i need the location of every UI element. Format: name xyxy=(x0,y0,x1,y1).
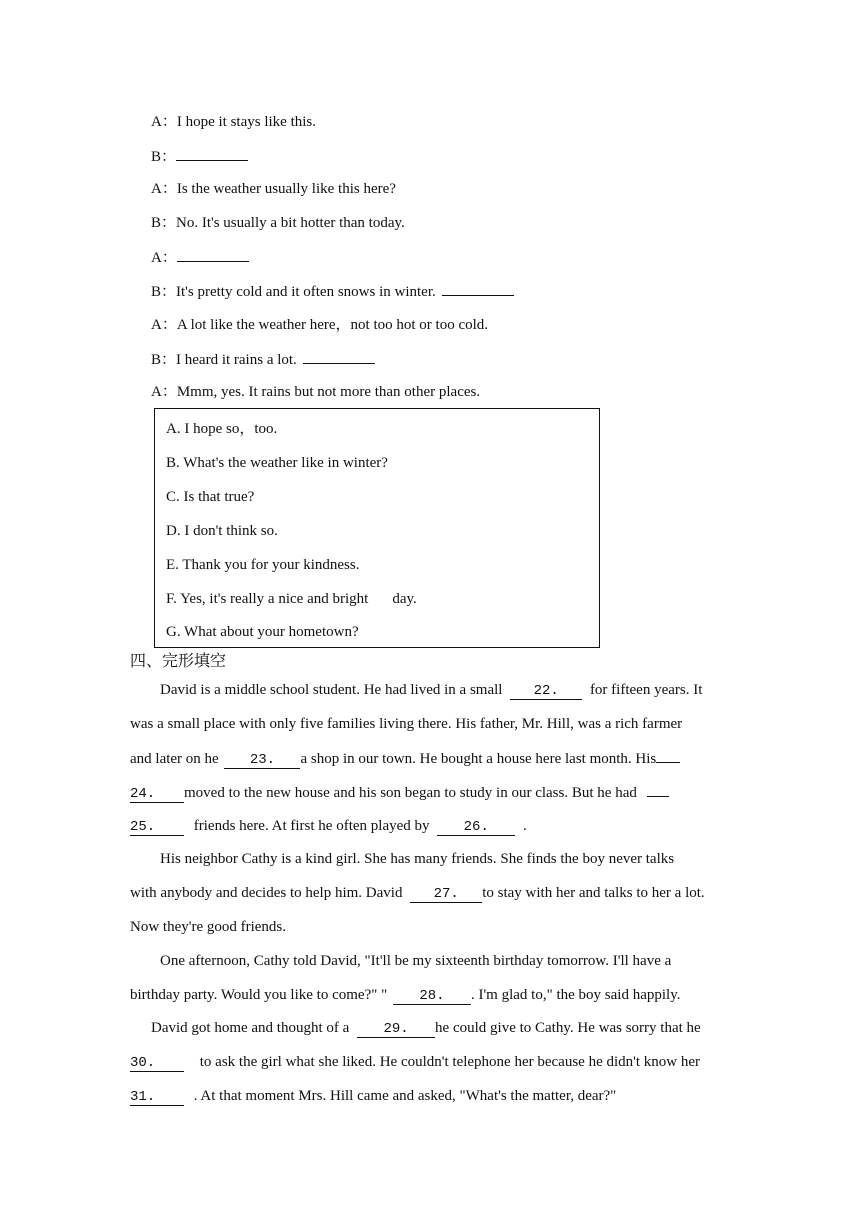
speaker-label: A： xyxy=(151,250,177,266)
passage-line xyxy=(130,1052,700,1072)
dialogue-line xyxy=(151,382,480,402)
dialogue-text: A lot like the weather here，not too hot or too cold. xyxy=(176,317,489,333)
passage-text: birthday party. Would you like to come?" " xyxy=(130,987,388,1003)
passage-line xyxy=(160,849,674,869)
option-d: D. I don't think so. xyxy=(166,523,278,539)
passage-text: was a small place with only five families living there. His father, Mr. Hill, was a rich farmer xyxy=(130,716,683,732)
passage-text: . At that moment Mrs. Hill came and asked, "What's the matter, dear?" xyxy=(193,1088,617,1104)
dialogue-line xyxy=(151,179,396,199)
cloze-blank-30[interactable]: 30. xyxy=(130,1055,184,1072)
passage-text: to ask the girl what she liked. He couldn't telephone her because he didn't know her xyxy=(199,1054,701,1070)
option-a: A. I hope so，too. xyxy=(166,421,278,437)
option-f-tail: day. xyxy=(392,591,417,607)
section-title: 四、完形填空 xyxy=(130,651,227,670)
answer-blank[interactable] xyxy=(177,247,249,262)
speaker-label: A： xyxy=(151,181,177,197)
passage-line xyxy=(130,748,680,769)
cloze-blank-31[interactable]: 31. xyxy=(130,1089,184,1106)
dialogue-text: Is the weather usually like this here? xyxy=(176,181,396,197)
dialogue-text: It's pretty cold and it often snows in winter. xyxy=(176,284,436,300)
speaker-label: A： xyxy=(151,114,177,130)
passage-text: friends here. At first he often played by xyxy=(193,818,430,834)
passage-text: David is a middle school student. He had lived in a small xyxy=(160,682,503,698)
cloze-blank-29[interactable]: 29. xyxy=(357,1021,435,1038)
passage-text: One afternoon, Cathy told David, "It'll be my sixteenth birthday tomorrow. I'll have a xyxy=(160,953,672,969)
option-g: G. What about your hometown? xyxy=(166,624,359,640)
passage-line xyxy=(130,816,527,836)
cloze-blank-26[interactable]: 26. xyxy=(437,819,515,836)
dialogue-line xyxy=(151,146,248,167)
cloze-blank-25[interactable]: 25. xyxy=(130,819,184,836)
cloze-blank-23[interactable]: 23. xyxy=(224,752,300,769)
passage-text: His neighbor Cathy is a kind girl. She has many friends. She finds the boy never talks xyxy=(160,851,675,867)
speaker-label: B： xyxy=(151,284,177,300)
answer-blank[interactable] xyxy=(442,281,514,296)
speaker-label: B： xyxy=(151,352,177,368)
passage-line xyxy=(130,714,682,734)
dialogue-text: I heard it rains a lot. xyxy=(176,352,297,368)
option-b: B. What's the weather like in winter? xyxy=(166,455,388,471)
passage-line xyxy=(130,985,680,1005)
passage-text: with anybody and decides to help him. David xyxy=(130,885,403,901)
passage-text: to stay with her and talks to her a lot. xyxy=(482,885,705,901)
dialogue-line xyxy=(151,213,405,233)
passage-line xyxy=(151,1018,701,1038)
passage-text: . I'm glad to," the boy said happily. xyxy=(470,987,681,1003)
passage-text: moved to the new house and his son began to study in our class. But he had xyxy=(184,785,637,801)
dialogue-text: I hope it stays like this. xyxy=(176,114,316,130)
dialogue-text: Mmm, yes. It rains but not more than other places. xyxy=(176,384,481,400)
passage-text: a shop in our town. He bought a house here last month. His xyxy=(300,751,657,767)
passage-text: Now they're good friends. xyxy=(130,919,286,935)
option-e: E. Thank you for your kindness. xyxy=(166,557,360,573)
cloze-blank-27[interactable]: 27. xyxy=(410,886,482,903)
passage-text: David got home and thought of a xyxy=(151,1020,350,1036)
passage-text: . xyxy=(523,818,527,834)
option-f xyxy=(166,589,417,609)
dialogue-text: No. It's usually a bit hotter than today. xyxy=(176,215,405,231)
passage-line xyxy=(160,951,671,971)
passage-line xyxy=(160,680,702,700)
answer-blank[interactable] xyxy=(176,146,248,161)
option-c: C. Is that true? xyxy=(166,489,255,505)
option-f-text: F. Yes, it's really a nice and bright xyxy=(166,591,369,607)
passage-text: for fifteen years. It xyxy=(589,682,703,698)
cloze-blank-22[interactable]: 22. xyxy=(510,683,582,700)
cloze-blank-25-lead xyxy=(647,782,669,797)
passage-line xyxy=(130,883,705,903)
dialogue-line xyxy=(151,349,375,370)
passage-line xyxy=(130,1086,616,1106)
dialogue-line xyxy=(151,112,316,132)
passage-text: he could give to Cathy. He was sorry that he xyxy=(435,1020,701,1036)
dialogue-line xyxy=(151,281,514,302)
cloze-blank-28[interactable]: 28. xyxy=(393,988,471,1005)
speaker-label: B： xyxy=(151,215,177,231)
cloze-blank-24-lead xyxy=(656,748,680,763)
options-box xyxy=(154,408,600,648)
passage-text: and later on he xyxy=(130,751,219,767)
answer-blank[interactable] xyxy=(303,349,375,364)
speaker-label: B： xyxy=(151,149,177,165)
passage-line xyxy=(130,917,286,937)
dialogue-line xyxy=(151,315,488,335)
dialogue-line xyxy=(151,247,249,268)
speaker-label: A： xyxy=(151,317,177,333)
speaker-label: A： xyxy=(151,384,177,400)
passage-line xyxy=(130,782,669,803)
cloze-blank-24[interactable]: 24. xyxy=(130,786,184,803)
